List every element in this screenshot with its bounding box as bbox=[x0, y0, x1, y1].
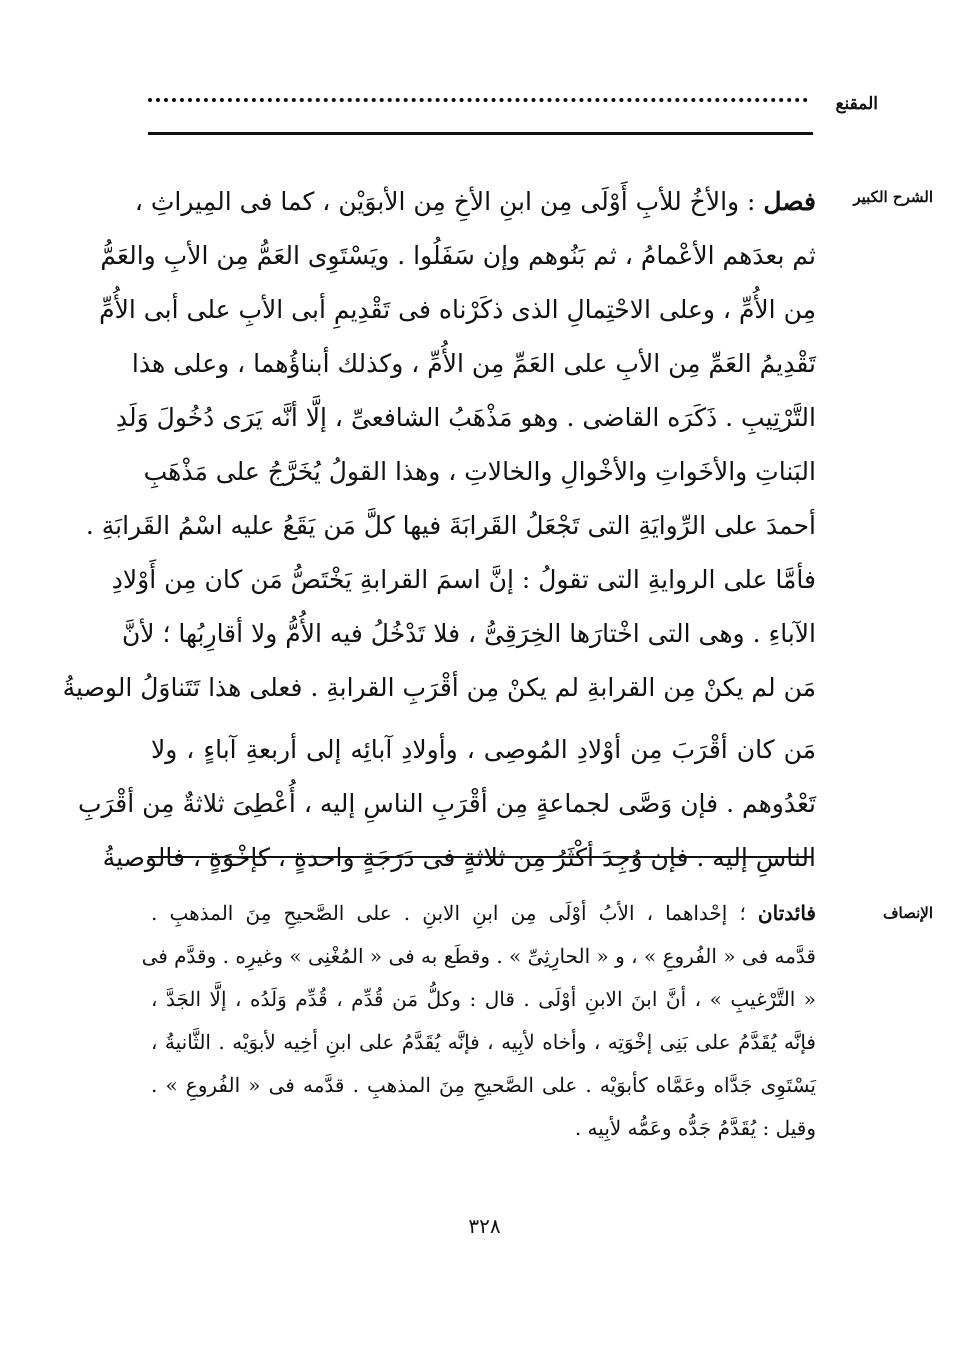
main-text bbox=[62, 175, 816, 885]
insaf-text bbox=[141, 892, 816, 1150]
main-line: التَّرْتِيبِ . ذَكَرَه القاضى . وهو مَذْهَبُ الشافعىِّ ، إلَّا أنَّه يَرَى دُخُولَ وَلَدِ bbox=[115, 403, 816, 432]
header-dotted-leader bbox=[148, 98, 808, 106]
side-label-sharh: الشرح الكبير bbox=[853, 188, 933, 206]
section-keyword: فصل bbox=[763, 187, 816, 216]
page-number: ٣٢٨ bbox=[468, 1214, 501, 1238]
main-line: تَقْدِيمُ العَمِّ مِن الأبِ على العَمِّ مِن الأُمِّ ، وكذلك أبناؤُهما ، وعلى هذا bbox=[131, 349, 816, 378]
main-line: مَن لم يكنْ مِن القرابةِ لم يكنْ مِن أقْرَبِ القرابةِ . فعلى هذا تَتَناوَلُ الوصيةُ bbox=[62, 673, 816, 702]
side-label-insaf: الإنصاف bbox=[882, 904, 933, 922]
main-line: ثم بعدَهم الأعْمامُ ، ثم بَنُوهم وإن سَفَلُوا . ويَسْتَوِى العَمُّ مِن الأبِ والعَمُّ bbox=[100, 241, 816, 270]
insaf-line: وقيل : يُقَدَّمُ جَدُّه وعَمُّه لأبِيه . bbox=[574, 1116, 816, 1140]
main-line: الآباءِ . وهى التى اخْتارَها الخِرَقِىُّ ، فلا تَدْخُلُ فيه الأُمُّ ولا أقارِبُها ؛ لأنَّ bbox=[121, 619, 816, 648]
main-line-1 bbox=[134, 175, 816, 229]
main-first-line-text: : والأخُ للأبِ أَوْلَى مِن ابنِ الأخِ مِن الأبوَيْن ، كما فى المِيراثِ ، bbox=[134, 187, 756, 216]
insaf-keyword: فائدتان bbox=[757, 901, 816, 925]
main-line: مَن كان أقْرَبَ مِن أوْلادِ المُوصِى ، وأولادِ آبائِه إلى أربعةِ آباءٍ ، ولا bbox=[151, 735, 816, 764]
main-line: أحمدَ على الرِّوايَةِ التى تَجْعَلُ القَرابَةَ فيها كلَّ مَن يَقَعُ عليه اسْمُ القَرابَةِ . bbox=[85, 511, 816, 540]
footnote-separator bbox=[148, 856, 813, 858]
running-title: المقنع bbox=[835, 94, 878, 114]
main-line: تَعْدُوهم . فإن وَصَّى لجماعةٍ مِن أقْرَبِ الناسِ إليه ، أُعْطِىَ ثلاثةٌ مِن أقْرَبِ bbox=[77, 789, 816, 818]
insaf-line: فإنَّه يُقَدَّمُ على بَنِى إخْوَتِه ، وأخاه لأبِيه ، فإنَّه يُقَدَّمُ على ابنِ أخِيه لأبوَيْه . الثَّانيةُ ، bbox=[151, 1030, 816, 1054]
header-rule bbox=[148, 132, 813, 135]
insaf-line: « التَّرْغيبِ » ، أنَّ ابنَ الابنِ أوْلَى . قال : وكلُّ مَن قُدِّم ، قُدِّم وَلَدُه ، إلَّا الجَدَّ ، bbox=[151, 987, 816, 1011]
main-line: البَناتِ والأخَواتِ والأخْوالِ والخالاتِ ، وهذا القولُ يُخَرَّجُ على مَذْهَبِ bbox=[143, 457, 816, 486]
main-line: الناسِ إليه . فإن وُجِدَ أكْثَرُ مِن ثلاثةٍ فى دَرَجَةٍ واحدةٍ ، كإخْوَةٍ ، فالوصيةُ bbox=[102, 843, 816, 872]
insaf-line-1 bbox=[151, 892, 816, 935]
insaf-line: يَسْتَوِى جَدَّاه وعَمَّاه كأبوَيْه . على الصَّحيحِ مِنَ المذهبِ . قدَّمه فى « الفُروعِ » . bbox=[151, 1073, 816, 1097]
insaf-first-line-text: ؛ إحْداهما ، الأبُ أوْلَى مِن ابنِ الابنِ . على الصَّحيحِ مِنَ المذهبِ . bbox=[151, 901, 746, 925]
main-line: مِن الأُمِّ ، وعلى الاحْتِمالِ الذى ذكَرْناه فى تَقْدِيمِ أبى الأبِ على أبى الأُمِّ bbox=[99, 295, 816, 324]
insaf-line: قدَّمه فى « الفُروعِ » ، و « الحارِثِىِّ » . وقطَع به فى « المُغْنِى » وغيرِه . وقدَّم فى bbox=[141, 944, 816, 968]
page-header bbox=[148, 88, 878, 128]
main-line: فأمَّا على الروايةِ التى تقولُ : إنَّ اسمَ القرابةِ يَخْتَصُّ مَن كان مِن أَوْلادِ bbox=[111, 565, 816, 594]
